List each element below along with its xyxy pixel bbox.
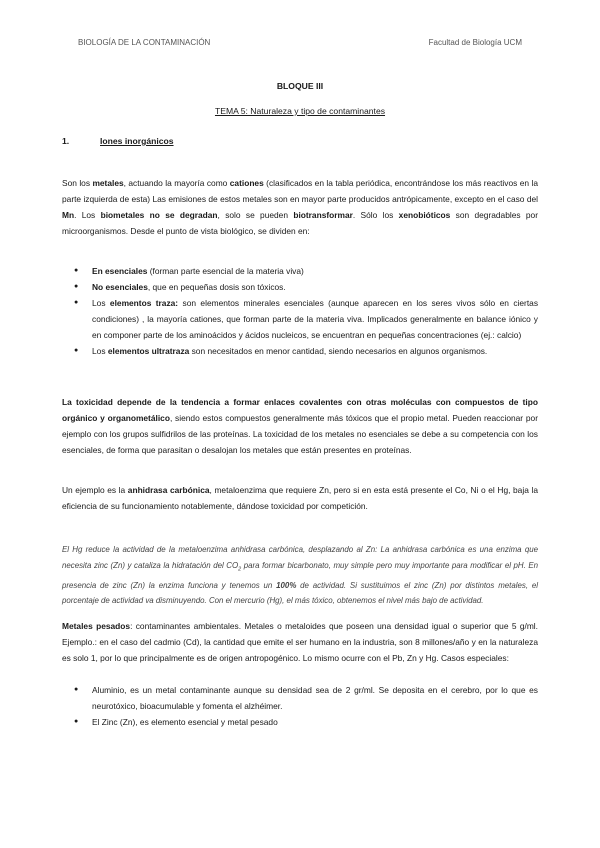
mercury-note: El Hg reduce la actividad de la metaloenzima anhidrasa carbónica, desplazando al Zn: La anhidrasa carbónica es una enzima que necesita zinc (Zn) y cataliza la hidratación del $CO_2$ para formar bicarbonato, muy simple pero muy importante para modificar el pH. En presencia de zinc (Zn) la enzima funciona y tenemos un 100% de actividad. Si sustituimos el zinc (Zn) por distintos metales, el porcentaje de actividad va disminuyendo. Con el mercurio (Hg), el más tóxico, obtenemos el nivel más bajo de actividad. [62,545,538,606]
section-number: 1. [62,136,70,146]
heavy-metals-paragraph: Metales pesados: contaminantes ambientales. Metales o metaloides que poseen una densidad igual o superior que 5 g/ml. Ejemplo.: en el caso del cadmio (Cd), la cantidad que emite el ser humano en la industria, son 8 millones/año y en la naturaleza es solo 1, por lo que principalmente es de origen antropogénico. Lo mismo ocurre con el Pb, Zn y Hg. Casos especiales: [62,621,538,664]
list-item: ● En esenciales (forman parte esencial de la materia viva) [62,263,538,279]
section-label: Iones inorgánicos [100,136,174,146]
topic-title: TEMA 5: Naturaleza y tipo de contaminantes [214,106,386,116]
section-heading [62,136,174,146]
list-item: ● El Zinc (Zn), es elemento esencial y metal pesado [62,714,538,730]
metal-types-list [62,263,538,360]
list-item: ● Aluminio, es un metal contaminante aunque su densidad sea de 2 gr/ml. Se deposita en el cerebro, por lo que es neurotóxico, bioacumulable y fomenta el alzhéimer. [62,682,538,714]
block-title: BLOQUE III [276,81,324,91]
toxicity-paragraph: La toxicidad depende de la tendencia a formar enlaces covalentes con otras moléculas con compuestos de tipo orgánico y organometálico, siendo estos compuestos generalmente más tóxicos que el propio metal. Pueden reaccionar por ejemplo con los grupos sulfidrilos de las proteínas. La toxicidad de los metales no esenciales se debe a su competencia con los esenciales, de forma que parasitan o desalojan los metales que están presentes en proteínas. [62,397,538,456]
header-course-title: BIOLOGÍA DE LA CONTAMINACIÓN [78,38,211,47]
list-item: ● Los elementos ultratraza son necesitados en menor cantidad, siendo necesarios en algunos organismos. [62,343,538,359]
list-item: ● Los elementos traza: son elementos minerales esenciales (aunque aparecen en los seres vivos sólo en ciertas condiciones) , la mayoría cationes, que forman parte de la materia viva. Implicados generalmente en balance iónico y en componer parte de los aminoácidos y ácidos nucleicos, se encuentran en pequeñas concentraciones (ej.: calcio) [62,295,538,343]
intro-paragraph: Son los metales, actuando la mayoría como cationes (clasificados en la tabla periódica, encontrándose los más reactivos en la parte izquierda de esta) Las emisiones de estos metales son en mayor parte producidos antrópicamente, excepto en el caso del Mn. Los biometales no se degradan, solo se pueden biotransformar. Sólo los xenobióticos son degradables por microorganismos. Desde el punto de vista biológico, se dividen en: [62,178,539,237]
anhydrase-paragraph: Un ejemplo es la anhidrasa carbónica, metaloenzima que requiere Zn, pero si en esta está presente el Co, Ni o el Hg, baja la eficiencia de su funcionamiento notablemente, dándose toxicidad por competición. [62,485,538,512]
special-cases-list [62,682,538,730]
header-faculty: Facultad de Biología UCM [428,38,522,47]
list-item: ● No esenciales, que en pequeñas dosis son tóxicos. [62,279,538,295]
